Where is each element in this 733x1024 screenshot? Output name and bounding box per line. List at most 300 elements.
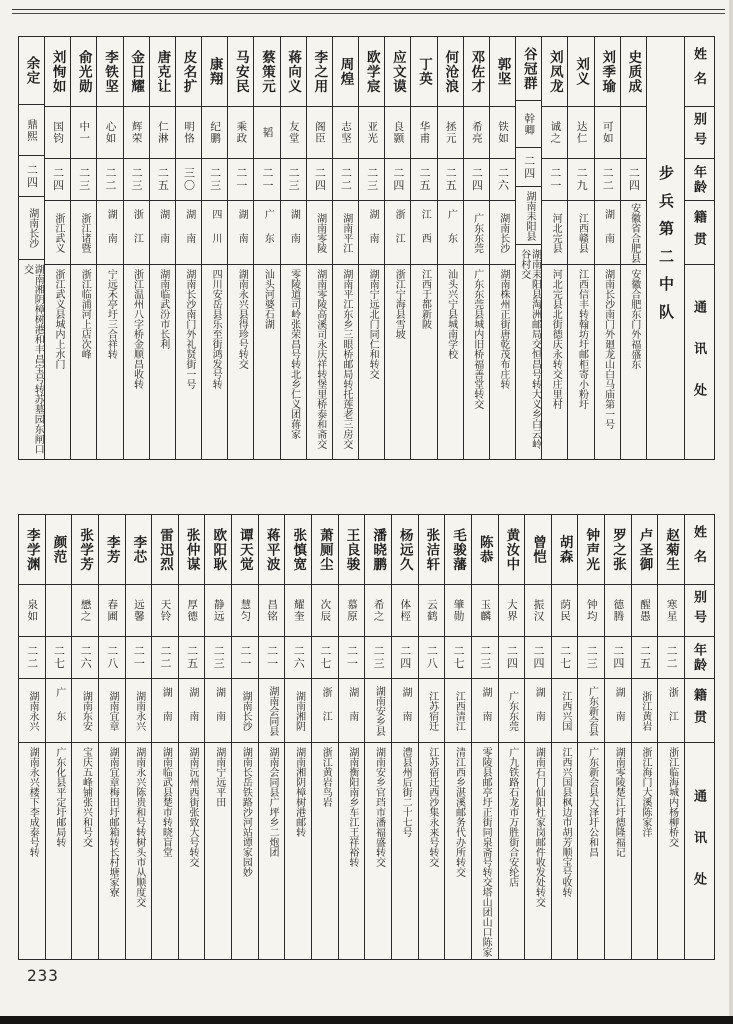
- person-age: [179, 637, 205, 679]
- person-name: [525, 515, 551, 585]
- person-address-text: 广东东莞县城内旧桥福善堂转交: [471, 269, 483, 409]
- person-origin: [490, 201, 515, 265]
- person-address: [365, 743, 391, 959]
- person-origin-text: 广东: [445, 208, 457, 257]
- person-age-text: 二一: [132, 645, 145, 670]
- person-alias-text: 懋之: [79, 599, 91, 622]
- person-origin: [499, 679, 525, 743]
- person-origin: [359, 201, 384, 265]
- person-origin: [228, 201, 253, 265]
- person-origin-text: 浙江黄岩: [639, 690, 651, 731]
- person-alias-text: 静远: [212, 599, 224, 622]
- person-name-text: 欧学宸: [364, 49, 380, 94]
- person-name: [516, 37, 541, 101]
- person-age: [228, 159, 253, 201]
- person-age: [499, 637, 525, 679]
- person-origin-text: 湖南: [400, 686, 412, 735]
- person-alias: [45, 107, 70, 159]
- person-column: [280, 37, 306, 459]
- person-alias: [150, 107, 175, 159]
- person-age-text: 二一: [261, 167, 273, 192]
- person-age: [312, 637, 338, 679]
- person-name-text: 刘凤龙: [547, 49, 563, 94]
- person-address-text: 浙江黄岩鸟岩: [320, 747, 332, 807]
- person-origin: [254, 201, 279, 265]
- person-address-text: 湖南永兴县得珍号转交: [236, 269, 248, 369]
- header-origin-text: 籍贯: [692, 210, 707, 255]
- person-age-text: 二九: [575, 167, 588, 192]
- person-column: [391, 515, 418, 959]
- person-origin: [578, 679, 604, 743]
- person-age: [126, 637, 152, 679]
- person-origin: [150, 201, 175, 265]
- person-alias-text: 拯元: [444, 121, 456, 144]
- person-address-text: 湖南石门仙阳杜家岗邮件收发处转交: [533, 747, 545, 907]
- person-alias-text: 辉荣: [130, 121, 142, 144]
- person-name-text: 邓佐才: [469, 49, 485, 94]
- person-origin-text: 湖南: [346, 686, 358, 735]
- person-age: [99, 637, 125, 679]
- person-alias-text: 寒星: [665, 599, 677, 622]
- person-name-text: 史质成: [626, 49, 642, 94]
- person-alias-text: 韬: [261, 126, 273, 139]
- person-name: [365, 515, 391, 585]
- person-address-text: 湖南耒阳县淘洲邮局交恒昌号转大义乡白云岭谷村交: [518, 249, 541, 450]
- person-address: [445, 743, 471, 959]
- person-age-text: 二三: [130, 167, 143, 192]
- person-origin-text: 湖南长沙: [26, 207, 38, 248]
- person-age: [124, 159, 149, 201]
- person-address: [472, 743, 498, 959]
- person-column: [96, 37, 122, 459]
- person-name: [419, 515, 445, 585]
- person-alias-text: 体桱: [399, 599, 411, 622]
- person-origin: [126, 679, 152, 743]
- person-origin-text: 四川: [209, 208, 221, 257]
- person-name: [499, 515, 525, 585]
- person-alias: [552, 585, 578, 637]
- person-name: [490, 37, 515, 107]
- person-alias-text: 远馨: [132, 599, 144, 622]
- person-name-text: 颜范: [51, 534, 67, 565]
- roster-table-top: [18, 36, 715, 460]
- person-alias: [99, 585, 125, 637]
- person-alias: [202, 107, 227, 159]
- person-alias-text: 希亮: [470, 121, 482, 144]
- person-origin-text: 湖南: [160, 686, 172, 735]
- person-alias: [411, 107, 436, 159]
- person-age-text: 二二: [159, 645, 171, 670]
- person-age-text: 二二: [339, 167, 352, 192]
- person-name-text: 张洁轩: [424, 527, 440, 572]
- person-age-text: 二四: [398, 645, 411, 670]
- person-age: [232, 637, 258, 679]
- person-age-text: 二四: [25, 163, 38, 189]
- person-origin-text: 湖南会同县: [266, 685, 278, 736]
- person-alias-text: 铁如: [497, 121, 509, 144]
- person-origin: [339, 679, 365, 743]
- person-name-text: 陈恭: [477, 534, 493, 565]
- person-address-text: 湖南宜章梅田圩邮箱转长村塘家寮: [107, 747, 119, 897]
- person-alias: [179, 585, 205, 637]
- person-origin-text: 湖南湘阴: [293, 690, 305, 731]
- person-origin-text: 湖南安乡县: [373, 685, 385, 736]
- person-name: [179, 515, 205, 585]
- person-address-text: 浙江临浦河上店次峰: [79, 269, 91, 359]
- person-age: [542, 159, 567, 201]
- person-name: [438, 37, 463, 107]
- person-column: [71, 515, 98, 959]
- person-address: [385, 265, 410, 459]
- person-name-text: 唐克让: [155, 49, 171, 94]
- person-age-text: 二一: [265, 645, 278, 670]
- person-alias-text: 玉麟: [479, 599, 491, 622]
- person-name: [72, 515, 98, 585]
- person-column: [98, 515, 125, 959]
- person-age: [578, 637, 604, 679]
- person-age: [472, 637, 498, 679]
- person-name: [568, 37, 593, 107]
- person-origin-text: 湖南: [105, 208, 117, 257]
- person-address-text: 宝庆五峰铺张兴和号交: [80, 747, 92, 847]
- person-name: [46, 515, 72, 585]
- person-origin-text: 江西清江: [453, 690, 465, 731]
- person-origin: [605, 679, 631, 743]
- person-name: [126, 515, 152, 585]
- person-address: [281, 265, 306, 459]
- person-column: [577, 515, 604, 959]
- person-alias-text: 慕原: [345, 599, 357, 622]
- person-alias: [542, 107, 567, 159]
- person-age-text: 二四: [611, 645, 624, 670]
- person-age: [176, 159, 201, 201]
- person-age-text: 二三: [585, 645, 598, 670]
- person-name: [19, 37, 44, 105]
- person-age-text: 二四: [627, 167, 640, 192]
- person-origin-text: 湖南永兴: [27, 690, 39, 731]
- person-origin: [124, 201, 149, 265]
- person-address-text: 浙江临海城内杨柳桥交: [666, 747, 678, 847]
- person-origin-text: 浙江: [666, 686, 678, 735]
- person-name-text: 余定: [24, 56, 40, 86]
- person-name: [392, 515, 418, 585]
- person-name: [307, 37, 332, 107]
- header-age: [685, 637, 714, 679]
- person-name-text: 周煌: [338, 56, 354, 87]
- person-age-text: 二七: [52, 645, 65, 670]
- person-address-text: 江西于都新陂: [419, 269, 431, 329]
- person-origin-text: 湖南宜章: [106, 690, 118, 731]
- person-alias-text: 醒愚: [639, 599, 651, 622]
- person-origin: [419, 679, 445, 743]
- person-age: [385, 159, 410, 201]
- person-age-text: 三〇: [182, 167, 195, 192]
- person-origin: [411, 201, 436, 265]
- person-alias: [516, 101, 541, 149]
- person-column: [178, 515, 205, 959]
- person-name-text: 李学渊: [24, 527, 40, 572]
- person-alias: [97, 107, 122, 159]
- person-origin-text: 湖南: [602, 208, 614, 257]
- person-origin: [232, 679, 258, 743]
- person-column: [410, 37, 436, 459]
- person-origin-text: 安徽省合肥县: [628, 202, 640, 263]
- person-name: [259, 515, 285, 585]
- person-age-text: 二四: [470, 167, 483, 192]
- person-column: [338, 515, 365, 959]
- person-origin: [621, 201, 646, 265]
- person-address: [202, 265, 227, 459]
- person-alias-text: 良颢: [392, 121, 404, 144]
- person-age-text: 二三: [212, 645, 225, 670]
- header-age-text: 年龄: [692, 642, 707, 673]
- person-address: [99, 743, 125, 959]
- person-origin-text: 河北完县: [550, 212, 562, 253]
- person-name-text: 卢圣御: [637, 527, 653, 572]
- person-alias-text: 心如: [104, 121, 116, 144]
- person-age-text: 二六: [496, 167, 509, 192]
- header-alias-text: 别号: [692, 590, 707, 631]
- person-age: [359, 159, 384, 201]
- person-column: [471, 515, 498, 959]
- person-column: [498, 515, 525, 959]
- person-alias: [658, 585, 684, 637]
- person-alias-text: 乘政: [235, 121, 247, 144]
- person-age-text: 二八: [105, 645, 118, 670]
- person-alias-text: 云鹤: [425, 599, 437, 622]
- person-origin-text: 江西: [419, 208, 431, 257]
- person-name: [385, 37, 410, 107]
- person-alias: [632, 585, 658, 637]
- person-age-text: 二四: [505, 645, 518, 670]
- person-origin-text: 广东: [53, 686, 65, 735]
- person-age: [205, 637, 231, 679]
- person-address-text: 湖南临武汾市长利: [157, 269, 169, 349]
- header-address-text: 通讯处: [692, 299, 707, 425]
- person-name: [333, 37, 358, 107]
- person-origin: [464, 201, 489, 265]
- person-name-text: 刘恂如: [50, 49, 66, 94]
- person-address-text: 江西兴国县枫边市胡芳顺宝号收转: [560, 747, 572, 897]
- person-name: [19, 515, 45, 585]
- person-age-text: 二一: [238, 645, 251, 670]
- person-age: [259, 637, 285, 679]
- person-address-text: 湖南零陵高溪司永庆祥转堡里桥泰和斋交: [314, 269, 326, 449]
- person-column: [444, 515, 471, 959]
- person-name: [464, 37, 489, 107]
- person-address: [71, 265, 96, 459]
- person-alias: [281, 107, 306, 159]
- person-name-text: 钟声光: [584, 527, 600, 572]
- person-alias-text: 钟均: [585, 599, 597, 622]
- person-alias-text: 天铃: [159, 599, 171, 622]
- person-alias: [285, 585, 311, 637]
- person-age: [605, 637, 631, 679]
- person-alias-text: 厚德: [186, 599, 198, 622]
- person-alias: [71, 107, 96, 159]
- person-address-text: 湖南湘阴樟树港邮转: [293, 747, 305, 837]
- person-origin-text: 湖南永兴: [133, 690, 145, 731]
- person-origin: [472, 679, 498, 743]
- person-address: [605, 743, 631, 959]
- person-name-text: 郭坚: [495, 56, 511, 87]
- person-alias-text: 诚之: [549, 121, 561, 144]
- person-alias: [499, 585, 525, 637]
- person-age-text: 二七: [318, 645, 331, 670]
- header-alias-text: 别号: [692, 112, 707, 153]
- person-column: [567, 37, 593, 459]
- person-age-text: 二四: [51, 167, 64, 192]
- person-age-text: 二五: [418, 167, 431, 192]
- person-alias: [490, 107, 515, 159]
- person-alias-text: 春圃: [106, 599, 118, 622]
- header-age: [685, 159, 714, 201]
- person-age-text: 二五: [156, 167, 169, 192]
- person-address-text: 湖南长沙南门外礼贤街一号: [183, 269, 195, 389]
- person-age-text: 二三: [478, 645, 491, 670]
- unit-title: [647, 37, 684, 459]
- person-age-text: 二四: [391, 167, 404, 192]
- person-name-text: 潘晓鹏: [371, 527, 387, 572]
- person-address: [632, 743, 658, 959]
- person-age-text: 二三: [372, 645, 385, 670]
- person-origin: [45, 201, 70, 265]
- person-origin-text: 湖南长沙: [497, 212, 509, 253]
- person-alias: [595, 107, 620, 159]
- person-alias-text: 友堂: [287, 121, 299, 144]
- person-origin-text: 湖南东安: [80, 690, 92, 731]
- person-column: [306, 37, 332, 459]
- person-address-text: 四川安岳县乐至街鸿发号转: [210, 269, 222, 389]
- person-name: [445, 515, 471, 585]
- person-column: [631, 515, 658, 959]
- person-column: [515, 37, 541, 459]
- person-name-text: 谭天觉: [237, 527, 253, 572]
- person-origin-text: 湖南: [236, 208, 248, 257]
- person-name: [632, 515, 658, 585]
- person-address: [176, 265, 201, 459]
- person-age-text: 二四: [313, 167, 326, 192]
- person-name: [228, 37, 253, 107]
- person-address-text: 浙江海门大溪陈家洋: [639, 747, 651, 837]
- person-name: [578, 515, 604, 585]
- person-age: [464, 159, 489, 201]
- page-top-rule: [12, 9, 725, 14]
- person-name-text: 张仲谋: [184, 527, 200, 572]
- person-name: [176, 37, 201, 107]
- person-alias-text: 亚光: [366, 121, 378, 144]
- person-origin: [312, 679, 338, 743]
- header-address: [685, 743, 714, 959]
- person-alias: [339, 585, 365, 637]
- person-alias-text: 国钧: [52, 121, 64, 144]
- person-origin: [205, 679, 231, 743]
- person-column: [620, 37, 646, 459]
- person-address: [339, 743, 365, 959]
- person-alias: [359, 107, 384, 159]
- person-origin: [658, 679, 684, 743]
- person-alias: [445, 585, 471, 637]
- person-column: [201, 37, 227, 459]
- person-column: [253, 37, 279, 459]
- person-age-text: 二一: [234, 167, 247, 192]
- person-age: [46, 637, 72, 679]
- person-name-text: 罗之张: [610, 527, 626, 572]
- person-origin: [46, 679, 72, 743]
- person-address: [152, 743, 178, 959]
- person-column: [358, 37, 384, 459]
- person-origin-text: 湖南: [157, 208, 169, 257]
- person-origin-text: 湖南: [613, 686, 625, 735]
- person-address-text: 广东新会县大泽圩公和昌: [586, 747, 598, 857]
- person-age: [632, 637, 658, 679]
- person-origin-text: 湖南: [479, 686, 491, 735]
- person-name-text: 金日耀: [129, 49, 145, 94]
- person-alias: [152, 585, 178, 637]
- person-age: [658, 637, 684, 679]
- unit-title-column: [646, 37, 684, 459]
- person-name-text: 谷冠群: [521, 46, 537, 91]
- person-origin-text: 湖南零陵: [314, 212, 326, 253]
- person-name: [71, 37, 96, 107]
- person-alias-text: 德腾: [612, 599, 624, 622]
- person-age: [445, 637, 471, 679]
- person-name: [205, 515, 231, 585]
- person-origin-text: 湖南: [533, 686, 545, 735]
- person-alias-text: 荫民: [559, 599, 571, 622]
- person-address: [45, 265, 70, 459]
- person-address-text: 湖南零陵楚江圩德隆福记: [613, 747, 625, 857]
- person-name: [542, 37, 567, 107]
- person-column: [284, 515, 311, 959]
- person-origin: [72, 679, 98, 743]
- person-alias: [19, 585, 45, 637]
- person-address-text: 湖南长岳铁路沙河站谭家园妙: [240, 747, 252, 877]
- person-address: [578, 743, 604, 959]
- person-age-text: 二二: [25, 645, 38, 670]
- person-alias-text: 明恪: [182, 121, 194, 144]
- person-origin: [525, 679, 551, 743]
- person-age-text: 二四: [531, 645, 544, 670]
- person-column: [227, 37, 253, 459]
- person-origin-text: 湖南长沙: [240, 690, 252, 731]
- person-address-text: 浙江宁海县雪坡: [393, 269, 405, 339]
- person-alias: [365, 585, 391, 637]
- person-age: [150, 159, 175, 201]
- person-origin-text: 湖南: [183, 208, 195, 257]
- person-name: [339, 515, 365, 585]
- person-column: [551, 515, 578, 959]
- person-alias: [307, 107, 332, 159]
- person-column: [44, 37, 70, 459]
- person-alias: [438, 107, 463, 159]
- person-age: [438, 159, 463, 201]
- person-name-text: 毛骏藩: [451, 527, 467, 572]
- person-address-text: 零陵道司岭张荣昌号转北乡仁义团蒋家: [288, 269, 300, 439]
- person-address: [392, 743, 418, 959]
- person-address-text: 澧县州后街二十七号: [400, 747, 412, 837]
- person-address-text: 浙江武义县城内上水门: [53, 269, 65, 369]
- person-name-text: 曾恺: [530, 534, 546, 565]
- person-origin-text: 浙江: [320, 686, 332, 735]
- person-origin: [385, 201, 410, 265]
- person-age: [411, 159, 436, 201]
- person-column: [19, 37, 44, 459]
- person-age-text: 二四: [522, 154, 535, 180]
- person-age: [525, 637, 551, 679]
- person-origin: [632, 679, 658, 743]
- person-age: [595, 159, 620, 201]
